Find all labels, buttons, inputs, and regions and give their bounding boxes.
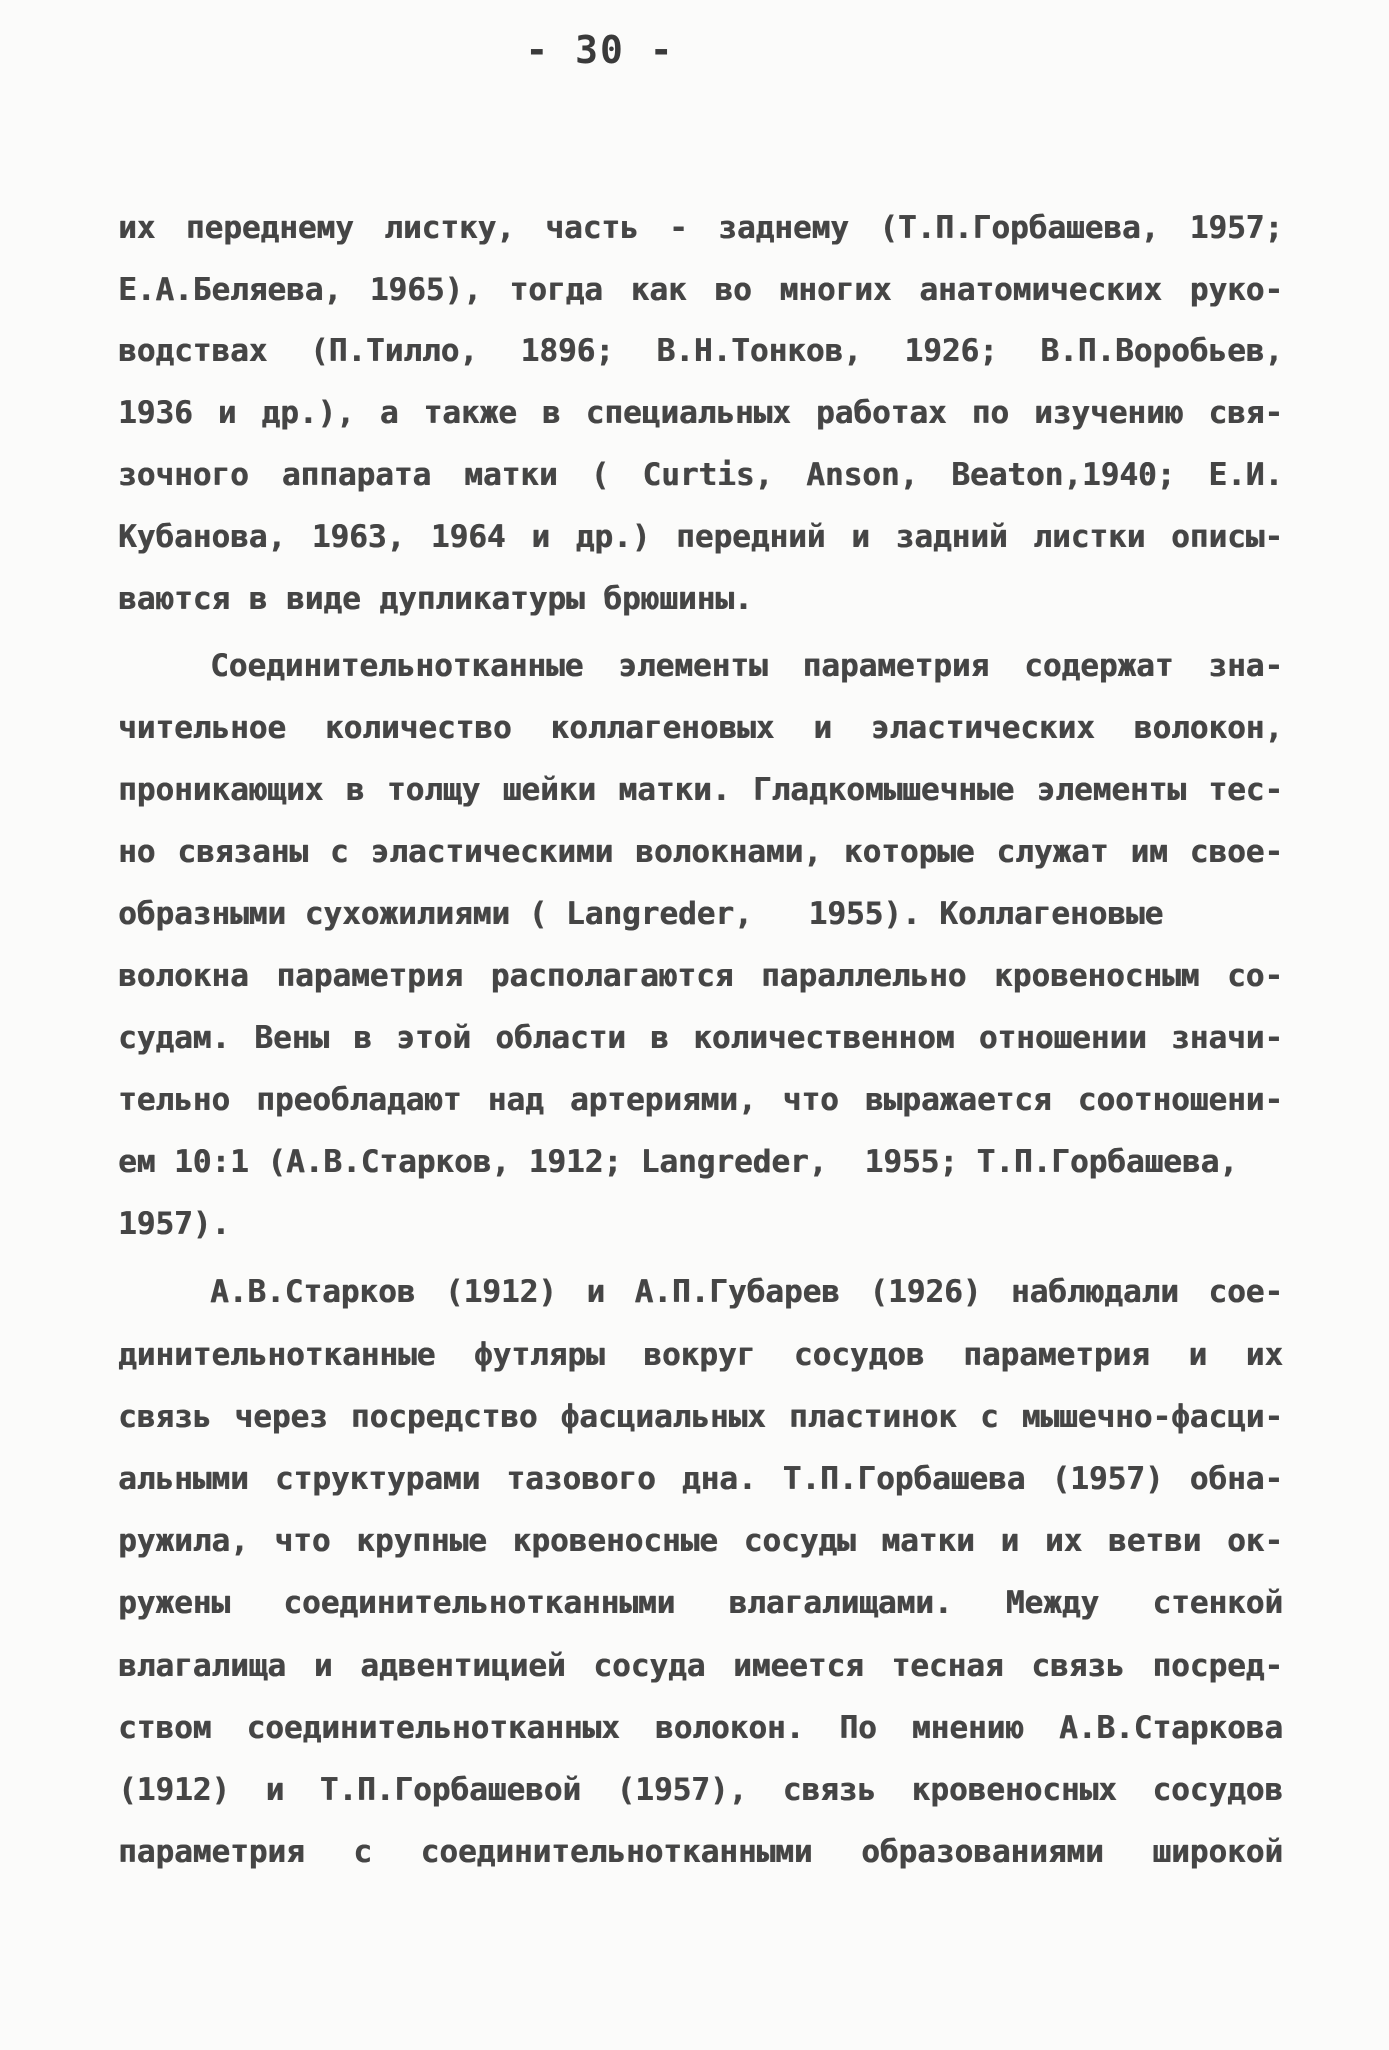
- text-line-25: ством соединительнотканных волокон. По мнению А.В.Старкова: [118, 1710, 1283, 1746]
- text-line-20: связь через посредство фасциальных пластинок с мышечно-фасци-: [118, 1399, 1283, 1435]
- text-line-8: Соединительнотканные элементы параметрия содержат зна-: [210, 648, 1283, 684]
- page-number: - 30 -: [525, 28, 675, 72]
- text-line-1: их переднему листку, часть - заднему (Т.П.Горбашева, 1957;: [118, 210, 1283, 246]
- text-line-5: зочного аппарата матки ( Curtis, Anson, Beaton,1940; Е.И.: [118, 457, 1283, 493]
- text-line-19: динительнотканные футляры вокруг сосудов параметрия и их: [118, 1337, 1283, 1373]
- text-line-27: параметрия с соединительнотканными образованиями широкой: [118, 1834, 1283, 1870]
- text-line-6: Кубанова, 1963, 1964 и др.) передний и задний листки описы-: [118, 519, 1283, 555]
- text-line-11: но связаны с эластическими волокнами, которые служат им свое-: [118, 834, 1283, 870]
- text-line-15: тельно преобладают над артериями, что выражается соотношени-: [118, 1082, 1283, 1118]
- text-line-9: чительное количество коллагеновых и эластических волокон,: [118, 710, 1283, 746]
- text-line-14: судам. Вены в этой области в количественном отношении значи-: [118, 1020, 1283, 1056]
- text-line-12: образными сухожилиями ( Langreder, 1955). Коллагеновые: [118, 896, 1164, 932]
- text-line-7: ваются в виде дупликатуры брюшины.: [118, 581, 753, 617]
- text-line-17: 1957).: [118, 1206, 230, 1242]
- text-line-26: (1912) и Т.П.Горбашевой (1957), связь кровеносных сосудов: [118, 1772, 1283, 1808]
- text-line-21: альными структурами тазового дна. Т.П.Горбашева (1957) обна-: [118, 1461, 1283, 1497]
- text-line-24: влагалища и адвентицией сосуда имеется тесная связь посред-: [118, 1648, 1283, 1684]
- text-line-13: волокна параметрия располагаются параллельно кровеносным со-: [118, 958, 1283, 994]
- text-line-18: А.В.Старков (1912) и А.П.Губарев (1926) наблюдали сое-: [210, 1274, 1283, 1310]
- text-line-22: ружила, что крупные кровеносные сосуды матки и их ветви ок-: [118, 1523, 1283, 1559]
- text-line-3: водствах (П.Тилло, 1896; В.Н.Тонков, 1926; В.П.Воробьев,: [118, 333, 1283, 369]
- text-line-10: проникающих в толщу шейки матки. Гладкомышечные элементы тес-: [118, 772, 1283, 808]
- text-line-2: Е.А.Беляева, 1965), тогда как во многих анатомических руко-: [118, 272, 1283, 308]
- text-line-23: ружены соединительнотканными влагалищами. Между стенкой: [118, 1585, 1283, 1621]
- text-line-16: ем 10:1 (А.В.Старков, 1912; Langreder, 1955; Т.П.Горбашева,: [118, 1144, 1238, 1180]
- text-line-4: 1936 и др.), а также в специальных работах по изучению свя-: [118, 395, 1283, 431]
